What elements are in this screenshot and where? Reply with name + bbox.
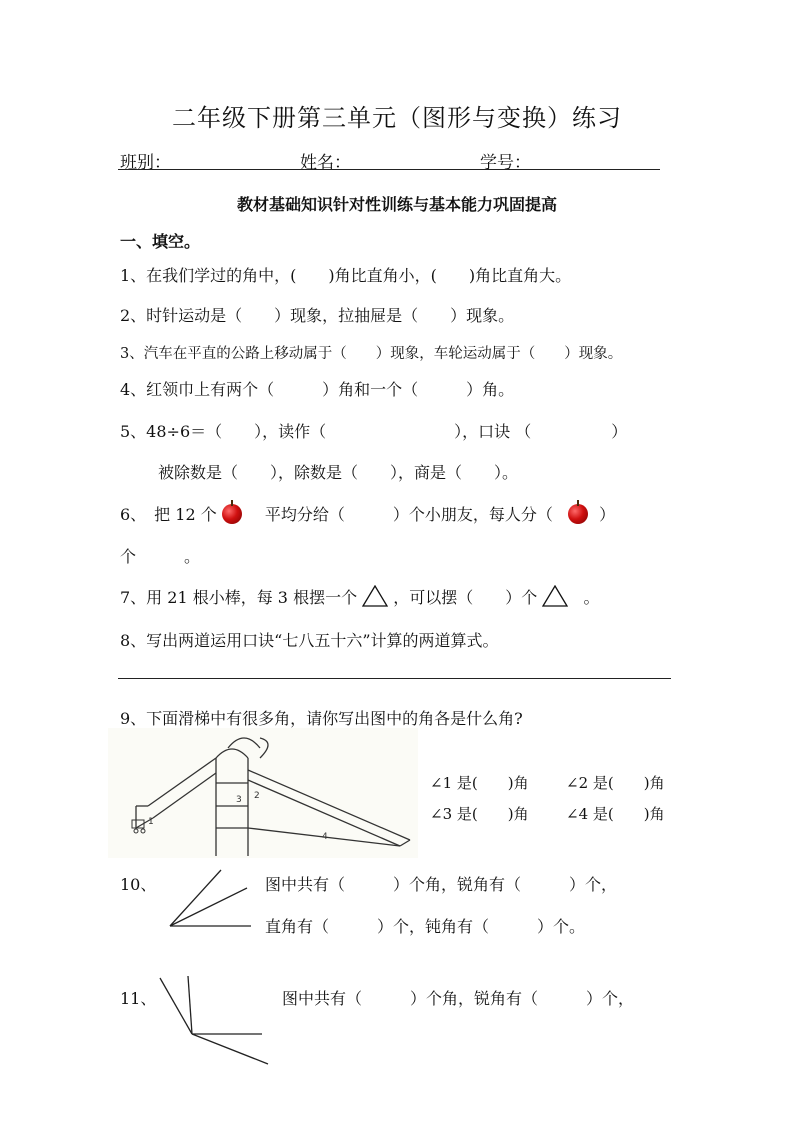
q6-text-b: 平均分给（ ）个小朋友，每人分（ [264,505,553,524]
angle-label-3: 3 [236,795,242,805]
question-6-line2: 个 。 [120,547,201,566]
angle-label-4: 4 [322,832,328,842]
triangle-icon [362,585,388,607]
q9-answer-2: ∠2 是( )角 [566,774,665,792]
angle-label-1: 1 [148,817,154,827]
question-7 [120,585,599,608]
question-4: 4、红领巾上有两个（ ）角和一个（ ）角。 [120,380,515,399]
q7-text-a: 7、用 21 根小棒，每 3 根摆一个 [120,588,358,607]
question-3: 3、汽车在平直的公路上移动属于（ ）现象，车轮运动属于（ ）现象。 [120,346,623,362]
class-label: 班别： [120,153,171,173]
q6-text-a: 6、 把 12 个 [120,505,217,524]
q7-text-c: 。 [583,588,600,607]
question-5-line2: 被除数是（ ），除数是（ ），商是（ ）。 [158,463,519,482]
q6-text-c: ） [599,505,616,524]
student-id-label: 学号： [480,153,531,173]
angle-label-2: 2 [254,791,260,801]
page-title: 二年级下册第三单元（图形与变换）练习 [172,104,622,132]
info-underline [118,169,660,170]
angle-figure-10 [165,862,255,932]
question-10-line2: 直角有（ ）个，钝角有（ ）个。 [265,917,586,936]
question-9: 9、下面滑梯中有很多角，请你写出图中的角各是什么角? [120,709,523,728]
question-10-number: 10、 [120,875,157,894]
name-label: 姓名： [300,153,351,173]
apple-icon [222,504,242,524]
slide-figure [108,728,418,858]
answer-line[interactable] [118,678,671,679]
question-6 [120,502,615,525]
q9-answer-3: ∠3 是( )角 [430,805,529,823]
apple-icon [568,504,588,524]
triangle-icon [542,585,568,607]
subtitle: 教材基础知识针对性训练与基本能力巩固提高 [236,195,557,214]
question-5-line1: 5、48÷6＝（ ），读作（ ），口诀 （ ） [120,422,628,441]
q9-answer-4: ∠4 是( )角 [566,805,665,823]
question-10-line1: 图中共有（ ）个角，锐角有（ ）个， [265,875,618,894]
q7-text-b: ，可以摆（ ）个 [393,588,538,607]
question-8: 8、写出两道运用口诀“七八五十六”计算的两道算式。 [120,631,499,650]
question-2: 2、时针运动是（ ）现象，拉抽屉是（ ）现象。 [120,306,515,325]
q9-answer-1: ∠1 是( )角 [430,774,529,792]
angle-figure-11 [150,968,270,1068]
question-1: 1、在我们学过的角中，( )角比直角小，( )角比直角大。 [120,266,572,285]
question-11-number: 11、 [120,989,157,1008]
question-11-line1: 图中共有（ ）个角，锐角有（ ）个， [282,989,635,1008]
section-heading: 一、填空。 [120,232,201,251]
